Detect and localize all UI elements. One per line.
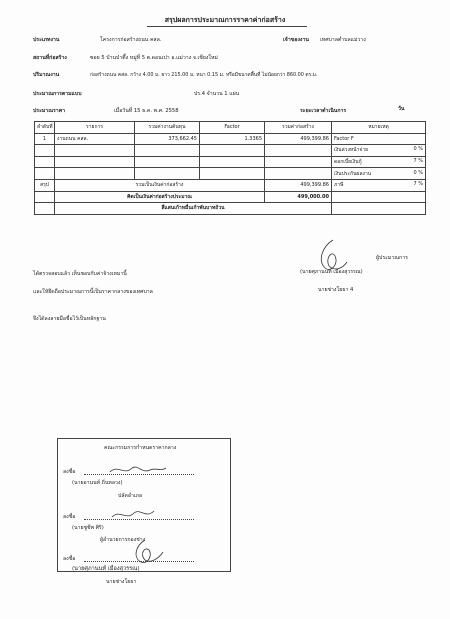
sum-value: 499,399.86	[265, 179, 332, 191]
estimator-position: นายช่างโยธา 4	[318, 287, 354, 293]
project-value: โครงการก่อสร้างถนน คสล.	[100, 37, 162, 43]
table-row	[35, 156, 426, 168]
member-name: (นายศุภานนท์ เมืองสุวรรณ)	[72, 566, 140, 572]
table-row	[35, 168, 426, 180]
cost-table	[34, 121, 426, 215]
sign-label: ลงชื่อ	[63, 469, 76, 475]
row-item: งานถนน คสล.	[55, 133, 135, 145]
member-name: (นายชูชีพ ศิริ)	[72, 525, 104, 531]
member-position: นายช่างโยธา	[106, 579, 137, 585]
sign-label: ลงชื่อ	[63, 556, 76, 562]
note-value: 0 %	[413, 169, 423, 176]
quantity-label: ปริมาณงาน	[33, 72, 60, 78]
certify-statement: จึงได้ลงลายมือชื่อไว้เป็นหลักฐาน	[33, 316, 106, 322]
header-no: ลำดับที่	[35, 122, 55, 134]
row-no: 1	[35, 133, 55, 145]
document-title: สรุปผลการประมาณการราคาค่าก่อสร้าง	[164, 16, 286, 24]
row-note	[332, 133, 426, 145]
approve-statement: และให้ยึดถือประมาณการนี้เป็นราคากลางของเทศบาล	[33, 289, 153, 295]
header-cost: รวมค่างานต้นทุน	[135, 122, 200, 134]
note-cell	[332, 156, 426, 168]
sign-label: ลงชื่อ	[63, 514, 76, 520]
estimate-date: เมื่อวันที่ 15 ธ.ค. พ.ศ. 2558	[114, 108, 179, 114]
title-underline	[147, 26, 307, 27]
row-note-text: Factor F	[334, 135, 354, 142]
member-name: (นายอานนท์ ถิ่นหลวง)	[72, 480, 123, 486]
row-total: 499,399.86	[265, 133, 332, 145]
summary-label: สรุป	[35, 179, 55, 191]
tax-label: ภาษี	[334, 182, 344, 189]
sum-label: รวมเป็นเงินค่าก่อสร้าง	[55, 179, 265, 191]
words-row	[35, 203, 426, 215]
member-signature	[108, 462, 168, 478]
design-value: ปร.4 จำนวน 1 แผ่น	[194, 91, 240, 97]
estimate-label: ประมาณราคา	[33, 108, 66, 114]
project-label: ประเภทงาน	[33, 37, 60, 43]
amount-in-words: สี่แสนเก้าหมื่นเก้าพันบาทถ้วน	[55, 203, 332, 215]
location-value: ซอย 5 บ้านป่าตึ้ง หมู่ที่ 5 ต.ดอนเปา อ.แม่วาง จ.เชียงใหม่	[90, 55, 218, 61]
checked-statement: ได้ตรวจสอบแล้ว เห็นชอบกับค่าจ้างเหมานี้	[33, 271, 127, 277]
note-label: ดอกเบี้ยเงินกู้	[334, 159, 362, 166]
header-note: หมายเหตุ	[332, 122, 426, 134]
note-value: 0 %	[413, 146, 423, 153]
note-value: 7 %	[413, 158, 423, 165]
tax-value: 7 %	[413, 181, 423, 188]
note-label: เงินล่วงหน้าจ่าย	[334, 147, 369, 154]
duration-label: ระยะเวลาดำเนินการ	[300, 108, 347, 114]
table-row	[35, 133, 426, 145]
header-item: รายการ	[55, 122, 135, 134]
design-label: ประมาณการตามแบบ	[33, 91, 82, 97]
member-signature	[108, 505, 158, 523]
table-row	[35, 145, 426, 157]
note-label: เงินประกันผลงาน	[334, 170, 372, 177]
round-row	[35, 191, 426, 203]
header-factor: Factor	[200, 122, 265, 134]
committee-title: คณะกรรมการกำหนดราคากลาง	[104, 445, 177, 451]
round-label: คิดเป็นเงินค่าก่อสร้างประมาณ	[55, 191, 265, 203]
member-position: ผู้อำนวยการกองช่าง	[100, 537, 146, 543]
signature-line	[84, 561, 194, 562]
estimator-name: (นายศุภานนท์ เมืองสุวรรณ)	[300, 269, 363, 275]
note-cell	[332, 145, 426, 157]
estimator-role: ผู้ประมาณการ	[376, 255, 408, 261]
round-value: 499,000.00	[265, 191, 332, 203]
member-position: ปลัดอำเภอ	[118, 493, 143, 499]
summary-row	[35, 179, 426, 191]
tax-cell	[332, 179, 426, 191]
quantity-value: ก่อสร้างถนน คสล. กว้าง 4.00 ม. ยาว 215.00 ม. หนา 0.15 ม. หรือมีขนาดพื้นที่ ไม่น้อยกว่า 860.00 ตร.ม.	[90, 72, 318, 78]
duration-unit: วัน	[398, 106, 405, 112]
header-total: รวมค่าก่อสร้าง	[265, 122, 332, 134]
location-label: สถานที่ก่อสร้าง	[33, 55, 67, 61]
row-factor: 1.3365	[200, 133, 265, 145]
note-cell	[332, 168, 426, 180]
owner-value: เทศบาลตำบลแม่วาง	[320, 37, 366, 43]
row-cost: 373,662.45	[135, 133, 200, 145]
owner-label: เจ้าของงาน	[283, 37, 309, 43]
table-header-row	[35, 122, 426, 134]
